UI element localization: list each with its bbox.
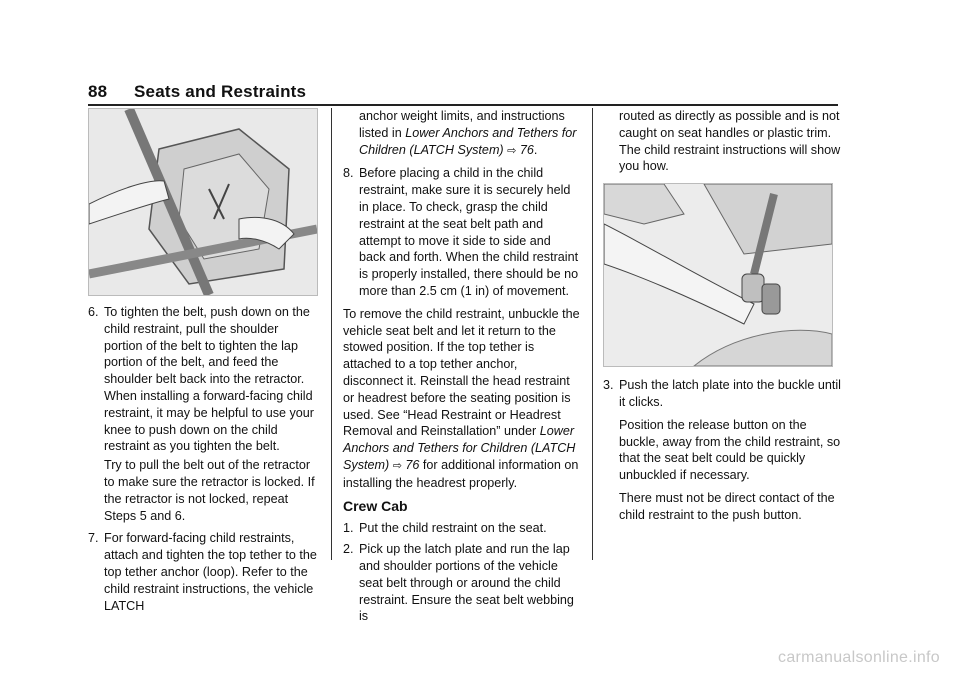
page-ref-icon: ⇨ <box>392 459 402 472</box>
header-rule <box>88 104 838 106</box>
step-3-note-2: There must not be direct contact of the child restraint to the push button. <box>619 490 835 522</box>
page-number: 88 <box>88 82 108 101</box>
section-title: Seats and Restraints <box>134 82 307 101</box>
latch-link[interactable]: Lower Anchors and Tethers for Children (LATCH System) <box>359 125 577 157</box>
column-3 <box>603 108 841 530</box>
step-2-continuation: routed as directly as possible and is not caught on seat handles or plastic trim. The child restraint instructions will show you how. <box>619 109 841 174</box>
column-divider <box>592 108 593 560</box>
section-heading: Crew Cab <box>343 497 408 514</box>
column-2 <box>343 108 580 627</box>
page-ref-icon: ⇨ <box>507 144 517 157</box>
page-header <box>88 82 838 104</box>
step-6-note: Try to pull the belt out of the retractor to make sure the retractor is locked. If the retractor is not locked, repeat Steps 5 and 6. <box>104 458 315 523</box>
page-ref[interactable]: 76 <box>405 457 420 472</box>
step-3-note-1: Position the release button on the buckle, away from the child restraint, so that the seat belt could be quickly unbuckled if necessary. <box>619 417 841 483</box>
child-seat-illustration <box>88 108 318 296</box>
step-1: 1. Put the child restraint on the seat. <box>343 521 547 536</box>
latch-plate-illustration <box>603 183 833 367</box>
step-2: 2. Pick up the latch plate and run the lap and shoulder portions of the vehicle seat belt through or around the child restraint. Ensure the seat belt webbing is <box>343 542 574 624</box>
step-7-continuation: anchor weight limits, and instructions listed in Lower Anchors and Tethers for Children (LATCH System) ⇨ 76. <box>359 109 577 157</box>
page-ref[interactable]: 76 <box>519 142 534 157</box>
remove-paragraph: To remove the child restraint, unbuckle the vehicle seat belt and let it return to the stowed position. If the top tether is attached to a top tether anchor, disconnect it. Reinstall the head restraint or headrest before the seating position is used. See “Head Restraint or Headrest Removal and Reinstallation” under Lower Anchors and Tethers for Children (LATCH System) ⇨ 76 for additional information on installing the headrest properly. <box>343 306 580 490</box>
watermark: carmanualsonline.info <box>778 649 940 666</box>
step-6: 6. To tighten the belt, push down on the child restraint, pull the shoulder portion of the belt to tighten the lap portion of the belt, and feed the shoulder belt back into the retractor. When installing a forward-facing child restraint, it may be helpful to use your knee to push down on the child restraint as you tighten the belt. <box>88 305 314 454</box>
latch-link[interactable]: Lower Anchors and Tethers for Children (LATCH System) <box>343 424 576 472</box>
step-8: 8. Before placing a child in the child restraint, make sure it is securely held in place. To check, grasp the child restraint at the seat belt path and attempt to move it side to side and back and forth. When the child restraint is properly installed, there should be no more than 2.5 cm (1 in) of movement. <box>343 166 579 298</box>
step-7: 7. For forward-facing child restraints, attach and tighten the top tether to the top tether anchor (loop). Refer to the child restraint instructions, the vehicle LATCH <box>88 531 317 613</box>
column-1 <box>88 108 320 616</box>
column-divider <box>331 108 332 560</box>
step-3: 3. Push the latch plate into the buckle until it clicks. <box>603 378 841 409</box>
